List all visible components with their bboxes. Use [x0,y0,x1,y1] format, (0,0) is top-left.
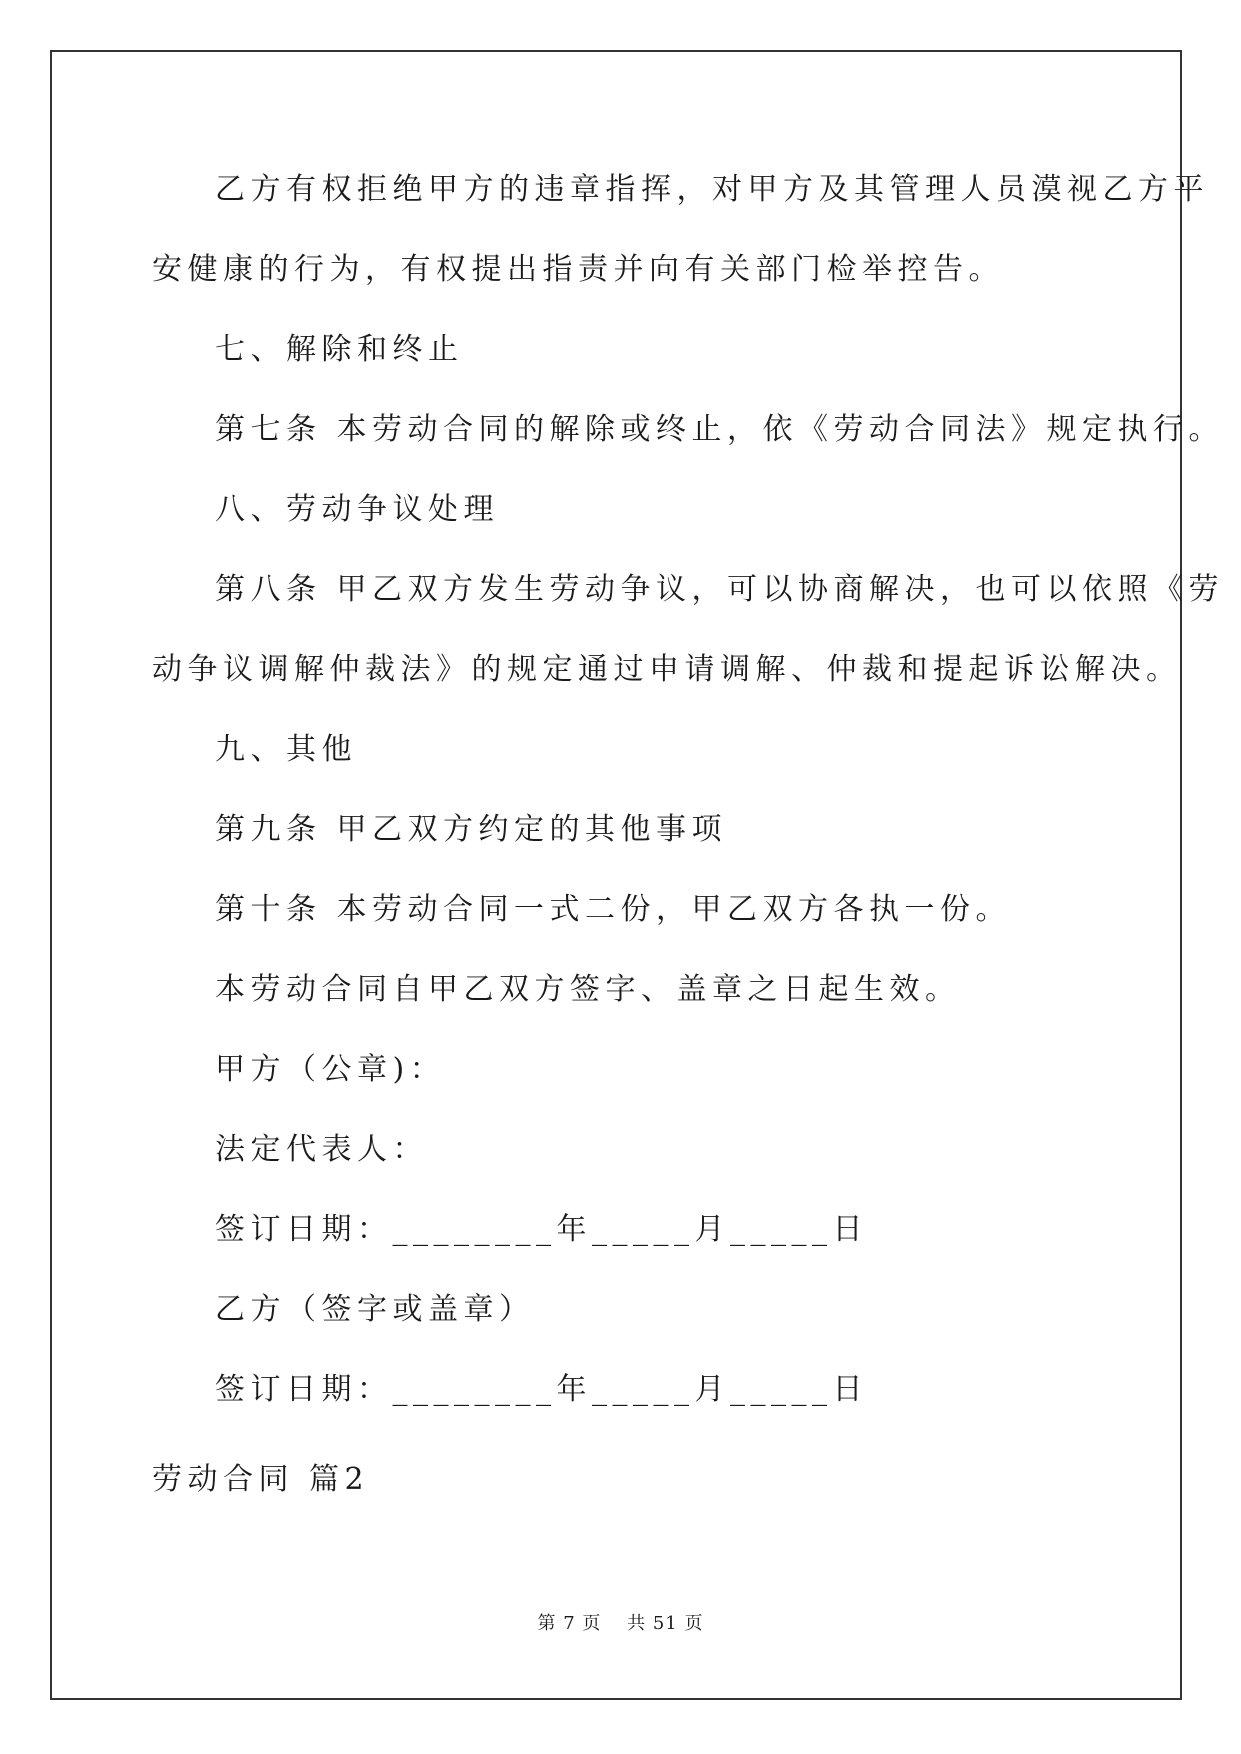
party-b-sign-date: 签订日期：________年_____月_____日 [215,1372,868,1407]
effective-clause: 本劳动合同自甲乙双方签字、盖章之日起生效。 [215,972,961,1007]
party-a-sign-date: 签订日期：________年_____月_____日 [215,1212,868,1247]
article-8-line1: 第八条 甲乙双方发生劳动争议，可以协商解决，也可以依照《劳 [215,572,1225,607]
paragraph-worker-rights-line1: 乙方有权拒绝甲方的违章指挥，对甲方及其管理人员漠视乙方平 [215,172,1209,207]
article-10: 第十条 本劳动合同一式二份，甲乙双方各执一份。 [215,892,1012,927]
article-7: 第七条 本劳动合同的解除或终止，依《劳动合同法》规定执行。 [215,412,1225,447]
party-a-seal-label: 甲方（公章)： [215,1052,446,1087]
contract-section-title: 劳动合同 篇2 [152,1462,370,1497]
page-number-footer: 第 7 页 共 51 页 [537,1613,704,1634]
article-8-line2: 动争议调解仲裁法》的规定通过申请调解、仲裁和提起诉讼解决。 [152,652,1182,687]
article-9: 第九条 甲乙双方约定的其他事项 [215,812,728,847]
page-border [50,50,1182,1700]
legal-representative-label: 法定代表人： [215,1132,428,1167]
section-heading-other: 九、其他 [215,732,357,767]
section-heading-termination: 七、解除和终止 [215,332,464,367]
party-b-signature-label: 乙方（签字或盖章） [215,1292,535,1327]
paragraph-worker-rights-line2: 安健康的行为，有权提出指责并向有关部门检举控告。 [152,252,1004,287]
section-heading-disputes: 八、劳动争议处理 [215,492,499,527]
